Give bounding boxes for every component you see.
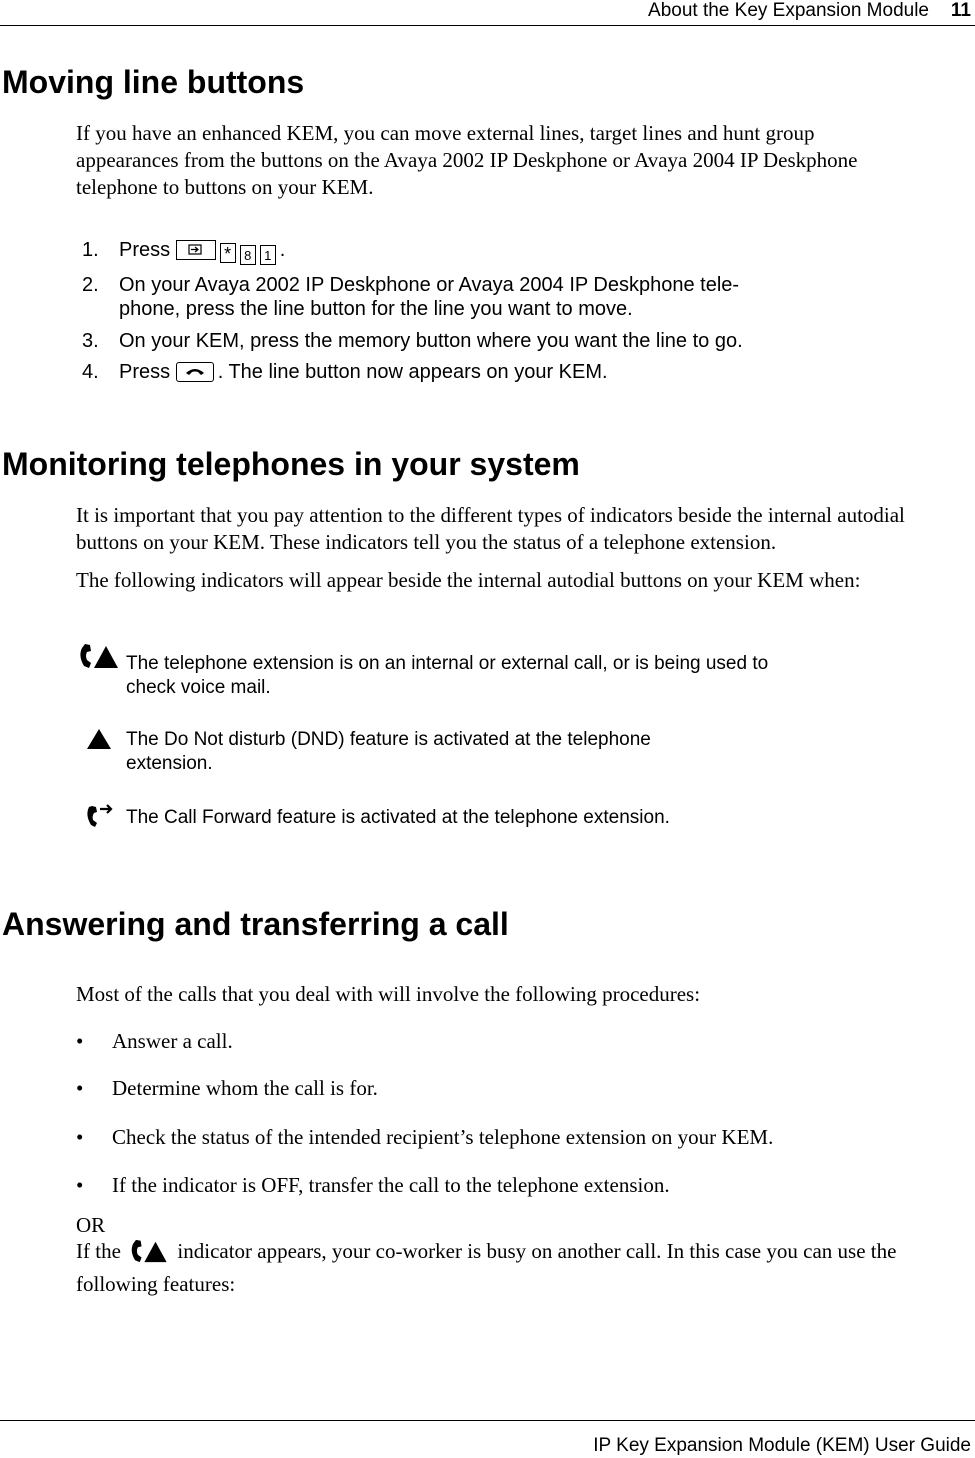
heading-answering-transferring: Answering and transferring a call [2, 906, 509, 942]
call-forward-icon [84, 803, 114, 836]
step-4 [82, 360, 608, 384]
star-key: * [220, 243, 236, 263]
step-text: Press [119, 361, 171, 383]
step-number: 3. [82, 330, 99, 352]
step-2 [82, 273, 739, 321]
section3-intro: Most of the calls that you deal with will involve the following procedures: [76, 982, 701, 1006]
header-title: About the Key Expansion Module [648, 0, 929, 21]
key-8: 8 [240, 245, 256, 265]
indicator-text-line: The Do Not disturb (DND) feature is activated at the telephone [126, 729, 651, 750]
if-the-text: If the [76, 1239, 121, 1263]
section3-closing [76, 1238, 896, 1298]
closing-text: indicator appears, your co-worker is busy on another call. In this case you can use the [177, 1239, 897, 1263]
step-1 [82, 238, 285, 265]
section1-intro-line: telephone to buttons on your KEM. [76, 175, 374, 199]
closing-text-last: following features: [76, 1272, 236, 1296]
bullet-item: • Answer a call. [76, 1029, 233, 1053]
indicator-text-line: check voice mail. [126, 677, 271, 698]
step-text: On your Avaya 2002 IP Deskphone or Avaya 2004 IP Deskphone tele- [119, 274, 740, 296]
footer-title: IP Key Expansion Module (KEM) User Guide [593, 1435, 971, 1456]
bullet-item: • Check the status of the intended recipient’s telephone extension on your KEM. [76, 1125, 774, 1149]
bullet-text: If the indicator is OFF, transfer the call to the telephone extension. [112, 1173, 670, 1197]
step-text: phone, press the line button for the line you want to move. [119, 298, 633, 320]
page-header [0, 0, 975, 26]
bullet-text: Check the status of the intended recipient’s telephone extension on your KEM. [112, 1125, 774, 1149]
page-number: 11 [950, 0, 971, 21]
section1-intro-line: If you have an enhanced KEM, you can move external lines, target lines and hunt group [76, 121, 815, 145]
page-footer [0, 1420, 975, 1456]
indicator-dnd-text [126, 728, 651, 776]
indicator-text-line: The telephone extension is on an internal or external call, or is being used to [126, 653, 769, 674]
heading-moving-line-buttons: Moving line buttons [2, 64, 305, 100]
heading-monitoring-telephones: Monitoring telephones in your system [2, 446, 580, 482]
indicator-forward-text: The Call Forward feature is activated at the telephone extension. [126, 807, 670, 828]
step-suffix: . The line button now appears on your KEM. [217, 361, 608, 383]
bullet-text: Answer a call. [112, 1029, 233, 1053]
step-text: On your KEM, press the memory button where you want the line to go. [119, 330, 743, 352]
triangle-icon [86, 728, 112, 755]
indicator-text-line: extension. [126, 753, 213, 774]
bullet-item: • If the indicator is OFF, transfer the call to the telephone extension. [76, 1173, 670, 1197]
bullet-item: • Determine whom the call is for. [76, 1076, 378, 1100]
section2-para1-line: It is important that you pay attention to the different types of indicators beside the internal autodial [76, 503, 905, 527]
release-key-icon [176, 362, 214, 382]
section2-para1-line: buttons on your KEM. These indicators tell you the status of a telephone extension. [76, 530, 777, 554]
step-number: 4. [82, 361, 99, 383]
section1-intro [76, 120, 857, 201]
feature-key-icon [176, 240, 216, 260]
bullet-text: Determine whom the call is for. [112, 1076, 378, 1100]
step-number: 1. [82, 239, 99, 261]
handset-triangle-icon [128, 1238, 170, 1271]
section2-para1 [76, 502, 905, 556]
key-1: 1 [260, 245, 276, 265]
section1-intro-line: appearances from the buttons on the Avaya 2002 IP Deskphone or Avaya 2004 IP Deskphone [76, 148, 858, 172]
step-number: 2. [82, 274, 99, 296]
step-suffix: . [279, 239, 286, 261]
section2-para2: The following indicators will appear beside the internal autodial buttons on your KEM when: [76, 568, 861, 592]
handset-triangle-icon [78, 642, 120, 675]
indicator-busy-text [126, 652, 768, 700]
step-text: Press [119, 239, 171, 261]
step-3 [82, 329, 743, 353]
or-label: OR [76, 1213, 106, 1237]
